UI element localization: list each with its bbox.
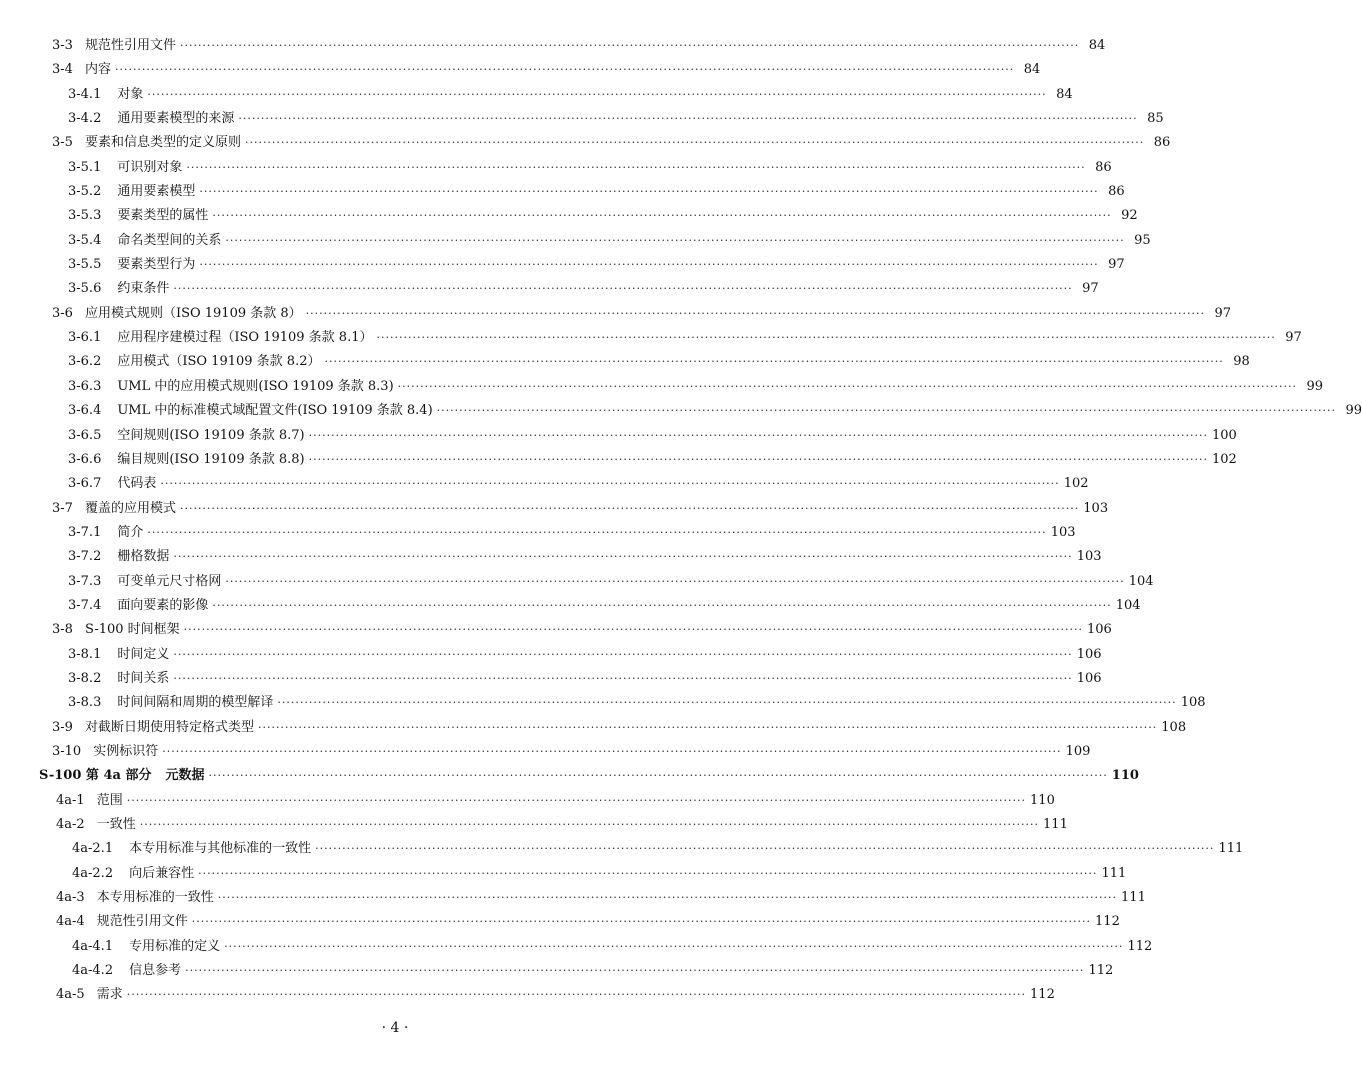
toc-entry-number: 3-6.2 bbox=[68, 354, 102, 370]
toc-entry-page: 84 bbox=[1056, 86, 1073, 102]
dot-leader: ········································································································································································································ bbox=[179, 39, 1080, 52]
toc-entry-page: 97 bbox=[1214, 305, 1231, 321]
toc-entry-page: 98 bbox=[1233, 354, 1250, 370]
toc-entry-title: 要素类型行为 bbox=[117, 257, 196, 273]
toc-entry-title: 应用模式（ISO 19109 条款 8.2） bbox=[117, 354, 321, 370]
toc-entry-number: 3-6.6 bbox=[68, 451, 102, 467]
toc-entry-page: 104 bbox=[1128, 573, 1154, 589]
toc-entry-number: 3-4.1 bbox=[68, 86, 102, 102]
toc-entry-title: 规范性引用文件 bbox=[84, 38, 176, 53]
toc-entry-page: 108 bbox=[1180, 695, 1206, 711]
toc-entry-title: 应用模式规则（ISO 19109 条款 8） bbox=[84, 305, 302, 321]
toc-entry[interactable] bbox=[0, 34, 1106, 58]
dot-leader: ········································································································································································································ bbox=[436, 404, 1336, 418]
toc-entry-page: 102 bbox=[1063, 476, 1089, 492]
dot-leader: ········································································································································································································ bbox=[277, 696, 1177, 710]
toc-entry[interactable] bbox=[0, 691, 1206, 715]
toc-entry-number: 3-9 bbox=[52, 719, 73, 735]
toc-entry-title: 向后兼容性 bbox=[129, 865, 195, 881]
toc-entry-title: 时间关系 bbox=[117, 670, 170, 686]
toc-entry[interactable] bbox=[0, 204, 1138, 228]
toc-entry-page: 103 bbox=[1076, 549, 1102, 565]
toc-entry[interactable] bbox=[0, 424, 1237, 448]
toc-entry-page: 106 bbox=[1076, 670, 1102, 686]
dot-leader: ········································································································································································································ bbox=[376, 331, 1276, 345]
dot-leader: ········································································································································································································ bbox=[198, 866, 1098, 880]
dot-leader: ········································································································································································································ bbox=[238, 112, 1138, 126]
toc-entry-number: 3-4 bbox=[52, 62, 73, 78]
toc-entry-number: 4a-5 bbox=[56, 987, 85, 1003]
toc-entry-number: 3-8.1 bbox=[68, 646, 102, 662]
toc-entry-title: 信息参考 bbox=[129, 963, 182, 979]
toc-entry-page: 112 bbox=[1127, 938, 1153, 954]
toc-entry-page: 99 bbox=[1306, 378, 1323, 394]
toc-entry[interactable] bbox=[0, 326, 1302, 350]
toc-entry[interactable] bbox=[0, 959, 1114, 983]
toc-entry[interactable] bbox=[0, 229, 1151, 253]
toc-entry-page: 106 bbox=[1076, 646, 1102, 662]
toc-entry-title: S-100 时间框架 bbox=[84, 622, 180, 638]
toc-entry-title: 简介 bbox=[117, 524, 144, 540]
toc-entry-number: 3-6.4 bbox=[68, 403, 102, 419]
toc-entry[interactable] bbox=[0, 837, 1244, 861]
toc-entry-number: 3-5.2 bbox=[68, 184, 102, 200]
toc-entry-page: 112 bbox=[1095, 914, 1120, 930]
toc-entry-title: 栅格数据 bbox=[117, 549, 170, 565]
toc-entry-title: 编目规则(ISO 19109 条款 8.8) bbox=[117, 451, 305, 467]
dot-leader: ········································································································································································································ bbox=[185, 964, 1085, 978]
toc-entry-number: 4a-1 bbox=[56, 792, 85, 808]
toc-entry-title: 对截断日期使用特定格式类型 bbox=[84, 719, 254, 735]
toc-entry-title: 对象 bbox=[117, 86, 144, 102]
toc-entry[interactable] bbox=[0, 58, 1041, 82]
dot-leader: ········································································································································································································ bbox=[173, 550, 1073, 564]
toc-entry-page: 97 bbox=[1082, 281, 1099, 297]
toc-entry[interactable] bbox=[0, 740, 1091, 764]
toc-entry[interactable] bbox=[0, 107, 1164, 131]
toc-entry-page: 95 bbox=[1134, 232, 1151, 248]
toc-entry-title: 专用标准的定义 bbox=[129, 938, 221, 954]
toc-entry-title: 可识别对象 bbox=[117, 159, 183, 175]
toc-entry-page: 111 bbox=[1121, 890, 1146, 906]
toc-entry-title: 实例标识符 bbox=[93, 743, 159, 759]
toc-entry-title: 通用要素模型 bbox=[117, 184, 196, 200]
toc-entry-page: 100 bbox=[1211, 427, 1237, 443]
toc-entry-number: 3-6.7 bbox=[68, 476, 102, 492]
toc-entry[interactable] bbox=[0, 789, 1055, 813]
toc-entry-page: 86 bbox=[1095, 159, 1112, 175]
dot-leader: ········································································································································································································ bbox=[315, 842, 1215, 856]
toc-entry-title: 本专用标准的一致性 bbox=[96, 890, 214, 906]
toc-entry-page: 92 bbox=[1121, 208, 1138, 224]
toc-entry-title: 约束条件 bbox=[117, 281, 170, 297]
toc-entry[interactable] bbox=[0, 667, 1102, 691]
dot-leader: ········································································································································································································ bbox=[183, 623, 1083, 637]
toc-entry[interactable] bbox=[0, 277, 1099, 301]
page-number: · 4 · bbox=[381, 1020, 409, 1036]
toc-entry-page: 109 bbox=[1065, 743, 1091, 759]
toc-entry[interactable] bbox=[0, 618, 1112, 642]
toc-entry-page: 110 bbox=[1111, 768, 1139, 784]
toc-entry[interactable] bbox=[0, 497, 1109, 521]
dot-leader: ········································································································································································································ bbox=[191, 915, 1092, 929]
toc-entry-number: 3-6.5 bbox=[68, 427, 102, 443]
toc-entry-page: 97 bbox=[1108, 257, 1125, 273]
dot-leader: ········································································································································································································ bbox=[212, 598, 1112, 612]
toc-entry-title: 通用要素模型的来源 bbox=[117, 111, 235, 127]
dot-leader: ········································································································································································································ bbox=[139, 818, 1040, 831]
toc-entry[interactable] bbox=[0, 180, 1125, 204]
dot-leader: ········································································································································································································ bbox=[147, 525, 1047, 539]
toc-entry-number: 3-5.4 bbox=[68, 232, 102, 248]
toc-entry-title: 可变单元尺寸格网 bbox=[117, 573, 222, 589]
toc-entry-title: 元数据 bbox=[165, 768, 205, 784]
toc-entry-number: 3-5.6 bbox=[68, 281, 102, 297]
dot-leader: ········································································································································································································ bbox=[225, 574, 1125, 588]
toc-entry-title: 范围 bbox=[96, 792, 123, 808]
toc-entry-number: 3-7 bbox=[52, 500, 73, 516]
toc-entry[interactable] bbox=[0, 983, 1055, 1007]
toc-entry-page: 108 bbox=[1161, 719, 1187, 735]
toc-entry-page: 111 bbox=[1101, 865, 1127, 881]
toc-entry-title: 规范性引用文件 bbox=[96, 914, 188, 930]
toc-entry-page: 106 bbox=[1087, 622, 1112, 638]
toc-entry-page: 99 bbox=[1345, 403, 1362, 419]
toc-entry[interactable] bbox=[0, 83, 1073, 107]
dot-leader: ········································································································································································································ bbox=[126, 793, 1027, 807]
toc-entry-title: 空间规则(ISO 19109 条款 8.7) bbox=[117, 427, 305, 443]
toc-entry[interactable] bbox=[0, 448, 1237, 472]
toc-entry[interactable] bbox=[0, 521, 1076, 545]
dot-leader: ········································································································································································································ bbox=[212, 209, 1112, 223]
toc-entry[interactable] bbox=[0, 399, 1362, 423]
dot-leader: ········································································································································································································ bbox=[114, 63, 1015, 77]
toc-entry-page: 103 bbox=[1050, 524, 1076, 540]
toc-entry-number: 3-5.3 bbox=[68, 208, 102, 224]
dot-leader: ········································································································································································································ bbox=[173, 647, 1073, 661]
toc-entry[interactable] bbox=[0, 935, 1153, 959]
dot-leader: ········································································································································································································ bbox=[217, 891, 1118, 905]
dot-leader: ········································································································································································································ bbox=[224, 939, 1124, 953]
dot-leader: ········································································································································································································ bbox=[160, 477, 1060, 491]
dot-leader: ········································································································································································································ bbox=[173, 671, 1073, 685]
toc-entry-page: 104 bbox=[1115, 597, 1141, 613]
toc-entry-page: 111 bbox=[1218, 841, 1244, 857]
toc-entry[interactable] bbox=[0, 472, 1089, 496]
dot-leader: ········································································································································································································ bbox=[208, 769, 1108, 783]
toc-entry-page: 110 bbox=[1030, 792, 1055, 808]
dot-leader: ········································································································································································································ bbox=[173, 282, 1073, 296]
toc-entry[interactable] bbox=[0, 302, 1231, 326]
toc-entry[interactable] bbox=[0, 764, 1139, 788]
toc-entry-page: 103 bbox=[1083, 500, 1109, 516]
toc-entry-title: 要素类型的属性 bbox=[117, 208, 209, 224]
dot-leader: ········································································································································································································ bbox=[397, 379, 1297, 393]
toc-entry-number: 4a-2.2 bbox=[72, 865, 114, 881]
dot-leader: ········································································································································································································ bbox=[324, 355, 1224, 369]
toc-entry-title: UML 中的标准模式域配置文件(ISO 19109 条款 8.4) bbox=[117, 403, 433, 419]
toc-entry[interactable] bbox=[0, 886, 1146, 910]
toc-entry-page: 84 bbox=[1023, 62, 1041, 78]
toc-entry-page: 84 bbox=[1088, 38, 1106, 53]
toc-entry-number: 4a-3 bbox=[56, 890, 85, 906]
toc-entry-page: 97 bbox=[1285, 330, 1302, 346]
toc-entry-title: 一致性 bbox=[96, 817, 136, 832]
dot-leader: ········································································································································································································ bbox=[199, 185, 1099, 199]
table-of-contents bbox=[0, 34, 1362, 1008]
toc-entry-number: 3-4.2 bbox=[68, 111, 102, 127]
dot-leader: ········································································································································································································ bbox=[225, 233, 1125, 247]
toc-entry-number: S-100 第 4a 部分 bbox=[39, 768, 152, 784]
toc-entry[interactable] bbox=[0, 131, 1171, 155]
toc-entry[interactable] bbox=[0, 594, 1141, 618]
toc-entry-title: 命名类型间的关系 bbox=[117, 232, 222, 248]
toc-entry-title: 面向要素的影像 bbox=[117, 597, 209, 613]
toc-entry-number: 4a-2 bbox=[56, 817, 85, 832]
toc-entry-title: 需求 bbox=[96, 987, 123, 1003]
dot-leader: ········································································································································································································ bbox=[308, 452, 1208, 466]
dot-leader: ········································································································································································································ bbox=[186, 160, 1086, 174]
toc-entry-number: 4a-2.1 bbox=[72, 841, 114, 857]
toc-entry-page: 112 bbox=[1088, 963, 1114, 979]
toc-entry-number: 3-7.1 bbox=[68, 524, 102, 540]
toc-entry-page: 86 bbox=[1153, 135, 1171, 151]
toc-entry[interactable] bbox=[0, 570, 1154, 594]
dot-leader: ········································································································································································································ bbox=[147, 87, 1047, 101]
dot-leader: ········································································································································································································ bbox=[179, 501, 1080, 515]
toc-entry-number: 3-5.5 bbox=[68, 257, 102, 273]
toc-entry-title: 内容 bbox=[84, 62, 111, 78]
toc-entry-number: 3-6 bbox=[52, 305, 73, 321]
toc-entry[interactable] bbox=[0, 545, 1102, 569]
toc-entry-title: UML 中的应用模式规则(ISO 19109 条款 8.3) bbox=[117, 378, 394, 394]
dot-leader: ········································································································································································································ bbox=[257, 720, 1158, 734]
toc-entry[interactable] bbox=[0, 253, 1125, 277]
toc-entry-number: 3-3 bbox=[52, 38, 73, 53]
toc-entry-number: 3-7.3 bbox=[68, 573, 102, 589]
toc-entry[interactable] bbox=[0, 862, 1127, 886]
toc-entry-page: 112 bbox=[1030, 987, 1055, 1003]
toc-entry[interactable] bbox=[0, 813, 1068, 837]
toc-entry-number: 4a-4.1 bbox=[72, 938, 114, 954]
toc-entry-number: 4a-4 bbox=[56, 914, 85, 930]
dot-leader: ········································································································································································································ bbox=[162, 744, 1062, 758]
toc-entry-title: 覆盖的应用模式 bbox=[84, 500, 176, 516]
toc-entry-title: 本专用标准与其他标准的一致性 bbox=[129, 841, 312, 857]
dot-leader: ········································································································································································································ bbox=[126, 988, 1027, 1002]
toc-entry[interactable] bbox=[0, 716, 1187, 740]
toc-entry-number: 3-6.3 bbox=[68, 378, 102, 394]
toc-entry-number: 3-5.1 bbox=[68, 159, 102, 175]
toc-entry[interactable] bbox=[0, 910, 1120, 934]
toc-entry-page: 102 bbox=[1211, 451, 1237, 467]
toc-entry-number: 3-10 bbox=[52, 743, 82, 759]
toc-entry-page: 86 bbox=[1108, 184, 1125, 200]
toc-entry-page: 111 bbox=[1043, 817, 1068, 832]
dot-leader: ········································································································································································································ bbox=[244, 136, 1145, 150]
dot-leader: ········································································································································································································ bbox=[308, 428, 1208, 442]
toc-entry-number: 3-8.2 bbox=[68, 670, 102, 686]
toc-entry-title: 要素和信息类型的定义原则 bbox=[84, 135, 241, 151]
toc-entry-number: 3-8.3 bbox=[68, 695, 102, 711]
toc-entry-number: 3-6.1 bbox=[68, 330, 102, 346]
toc-entry-page: 85 bbox=[1147, 111, 1164, 127]
toc-entry[interactable] bbox=[0, 643, 1102, 667]
toc-entry-number: 3-8 bbox=[52, 622, 73, 638]
toc-entry-number: 3-7.4 bbox=[68, 597, 102, 613]
toc-entry[interactable] bbox=[0, 375, 1323, 399]
toc-entry-title: 时间间隔和周期的模型解译 bbox=[117, 695, 274, 711]
toc-entry-title: 代码表 bbox=[117, 476, 157, 492]
toc-entry[interactable] bbox=[0, 156, 1112, 180]
toc-entry[interactable] bbox=[0, 350, 1250, 374]
toc-entry-number: 4a-4.2 bbox=[72, 963, 114, 979]
toc-entry-number: 3-5 bbox=[52, 135, 73, 151]
toc-entry-title: 时间定义 bbox=[117, 646, 170, 662]
toc-entry-title: 应用程序建模过程（ISO 19109 条款 8.1） bbox=[117, 330, 373, 346]
toc-entry-number: 3-7.2 bbox=[68, 549, 102, 565]
dot-leader: ········································································································································································································ bbox=[305, 306, 1205, 320]
dot-leader: ········································································································································································································ bbox=[199, 258, 1099, 272]
